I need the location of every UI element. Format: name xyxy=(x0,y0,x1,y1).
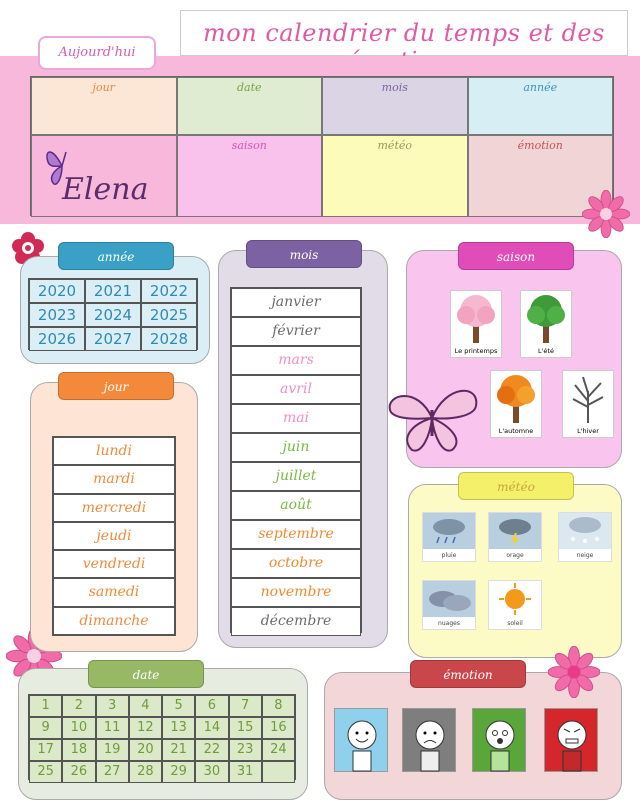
summer-tree-icon xyxy=(521,291,571,345)
weather-card-storm[interactable] xyxy=(488,512,542,562)
date-cell[interactable]: 11 xyxy=(96,717,129,739)
storm-icon xyxy=(489,513,541,549)
weather-label: orage xyxy=(506,552,524,559)
emotion-card-fear[interactable] xyxy=(472,708,526,772)
month-cell[interactable]: mars xyxy=(231,346,361,375)
season-label: L'été xyxy=(538,347,554,355)
page-title: mon calendrier du temps et des xyxy=(203,19,605,47)
summary-emotion-label: émotion xyxy=(517,139,563,152)
date-cell[interactable]: 8 xyxy=(262,695,295,717)
date-cell[interactable]: 10 xyxy=(62,717,95,739)
date-cell[interactable]: 19 xyxy=(96,739,129,761)
date-cell[interactable]: 2 xyxy=(62,695,95,717)
day-cell[interactable]: vendredi xyxy=(53,550,175,578)
day-cell[interactable]: samedi xyxy=(53,578,175,606)
date-cell[interactable]: 6 xyxy=(195,695,228,717)
season-card-winter[interactable] xyxy=(562,370,614,438)
summary-meteo-label: météo xyxy=(377,139,412,152)
year-cell[interactable]: 2028 xyxy=(141,327,197,351)
day-cell[interactable]: jeudi xyxy=(53,522,175,550)
today-tab: Aujourd'hui xyxy=(38,36,156,70)
date-cell[interactable]: 28 xyxy=(129,761,162,783)
date-tab: date xyxy=(88,660,204,688)
month-cell[interactable]: août xyxy=(231,491,361,520)
date-cell[interactable]: 14 xyxy=(195,717,228,739)
spring-tree-icon xyxy=(451,291,501,345)
year-cell[interactable]: 2023 xyxy=(29,303,85,327)
year-cell[interactable]: 2025 xyxy=(141,303,197,327)
month-cell[interactable]: avril xyxy=(231,375,361,404)
month-cell[interactable]: février xyxy=(231,317,361,346)
summary-jour-label: jour xyxy=(92,81,115,94)
date-cell[interactable]: 16 xyxy=(262,717,295,739)
mois-tab: mois xyxy=(246,240,362,268)
flower-icon xyxy=(548,646,600,698)
weather-card-rain[interactable] xyxy=(422,512,476,562)
butterfly-icon xyxy=(380,380,484,456)
season-card-autumn[interactable] xyxy=(490,370,542,438)
jour-tab: jour xyxy=(58,372,174,400)
date-cell[interactable]: 13 xyxy=(162,717,195,739)
date-cell[interactable]: 27 xyxy=(96,761,129,783)
weather-card-clouds[interactable] xyxy=(422,580,476,630)
date-cell[interactable]: 26 xyxy=(62,761,95,783)
date-cell[interactable]: 3 xyxy=(96,695,129,717)
month-list xyxy=(230,287,362,633)
date-cell[interactable]: 21 xyxy=(162,739,195,761)
date-cell[interactable]: 17 xyxy=(29,739,62,761)
emotion-card-happy[interactable] xyxy=(334,708,388,772)
summary-annee-label: année xyxy=(523,81,558,94)
date-cell[interactable]: 5 xyxy=(162,695,195,717)
snow-icon xyxy=(559,513,611,549)
weather-label: neige xyxy=(576,552,594,559)
date-cell[interactable]: 4 xyxy=(129,695,162,717)
season-label: Le printemps xyxy=(454,347,498,355)
today-summary-grid xyxy=(30,76,614,216)
name-cell xyxy=(31,135,177,217)
weather-label: nuages xyxy=(438,620,460,627)
meteo-tab: météo xyxy=(458,472,574,500)
month-cell[interactable]: mai xyxy=(231,404,361,433)
flower-icon xyxy=(582,190,630,238)
sad-face-icon xyxy=(403,709,457,773)
date-cell[interactable]: 24 xyxy=(262,739,295,761)
month-cell[interactable]: novembre xyxy=(231,578,361,607)
winter-tree-icon xyxy=(563,371,613,425)
date-cell[interactable]: 23 xyxy=(229,739,262,761)
summary-jour-cell[interactable] xyxy=(31,77,177,135)
emotion-card-angry[interactable] xyxy=(544,708,598,772)
rain-icon xyxy=(423,513,475,549)
month-cell[interactable]: septembre xyxy=(231,520,361,549)
season-label: L'automne xyxy=(498,427,534,435)
day-cell[interactable]: mardi xyxy=(53,465,175,493)
summary-meteo-cell[interactable] xyxy=(322,135,468,217)
weather-card-sun[interactable] xyxy=(488,580,542,630)
year-cell[interactable]: 2026 xyxy=(29,327,85,351)
day-cell[interactable]: dimanche xyxy=(53,607,175,635)
year-cell[interactable]: 2024 xyxy=(85,303,141,327)
annee-tab: année xyxy=(58,242,174,270)
date-cell[interactable]: 12 xyxy=(129,717,162,739)
date-cell[interactable]: 30 xyxy=(195,761,228,783)
season-label: L'hiver xyxy=(577,427,599,435)
summary-mois-label: mois xyxy=(381,81,408,94)
cloud-icon xyxy=(423,581,475,617)
season-card-summer[interactable] xyxy=(520,290,572,358)
year-cell[interactable]: 2020 xyxy=(29,279,85,303)
title-box xyxy=(180,10,628,56)
date-cell[interactable]: 29 xyxy=(162,761,195,783)
date-cell[interactable]: 25 xyxy=(29,761,62,783)
saison-tab: saison xyxy=(458,242,574,270)
day-cell[interactable]: mercredi xyxy=(53,494,175,522)
year-cell[interactable]: 2022 xyxy=(141,279,197,303)
sun-icon xyxy=(489,581,541,617)
meteo-panel xyxy=(408,484,622,658)
autumn-tree-icon xyxy=(491,371,541,425)
date-grid xyxy=(28,694,296,780)
summary-saison-cell[interactable] xyxy=(177,135,323,217)
month-cell[interactable]: juillet xyxy=(231,462,361,491)
scared-face-icon xyxy=(473,709,527,773)
year-cell[interactable]: 2027 xyxy=(85,327,141,351)
date-cell[interactable]: 9 xyxy=(29,717,62,739)
date-cell[interactable]: 1 xyxy=(29,695,62,717)
date-cell[interactable]: 22 xyxy=(195,739,228,761)
weather-label: pluie xyxy=(441,552,457,559)
happy-face-icon xyxy=(335,709,389,773)
day-list xyxy=(52,436,176,636)
date-cell xyxy=(262,761,295,783)
weather-card-snow[interactable] xyxy=(558,512,612,562)
month-cell[interactable]: juin xyxy=(231,433,361,462)
summary-mois-cell[interactable] xyxy=(322,77,468,135)
date-cell[interactable]: 7 xyxy=(229,695,262,717)
summary-annee-cell[interactable] xyxy=(468,77,614,135)
summary-date-label: date xyxy=(236,81,262,94)
emotion-tab: émotion xyxy=(410,660,526,688)
year-grid xyxy=(28,278,198,350)
weather-label: soleil xyxy=(507,620,523,627)
emotion-card-sad[interactable] xyxy=(402,708,456,772)
day-cell[interactable]: lundi xyxy=(53,437,175,465)
date-cell[interactable]: 31 xyxy=(229,761,262,783)
season-card-spring[interactable] xyxy=(450,290,502,358)
date-cell[interactable]: 20 xyxy=(129,739,162,761)
month-cell[interactable]: décembre xyxy=(231,607,361,636)
month-cell[interactable]: janvier xyxy=(231,288,361,317)
angry-face-icon xyxy=(545,709,599,773)
year-cell[interactable]: 2021 xyxy=(85,279,141,303)
month-cell[interactable]: octobre xyxy=(231,549,361,578)
date-cell[interactable]: 18 xyxy=(62,739,95,761)
date-cell[interactable]: 15 xyxy=(229,717,262,739)
summary-date-cell[interactable] xyxy=(177,77,323,135)
summary-saison-label: saison xyxy=(231,139,267,152)
student-name: Elena xyxy=(62,172,149,207)
